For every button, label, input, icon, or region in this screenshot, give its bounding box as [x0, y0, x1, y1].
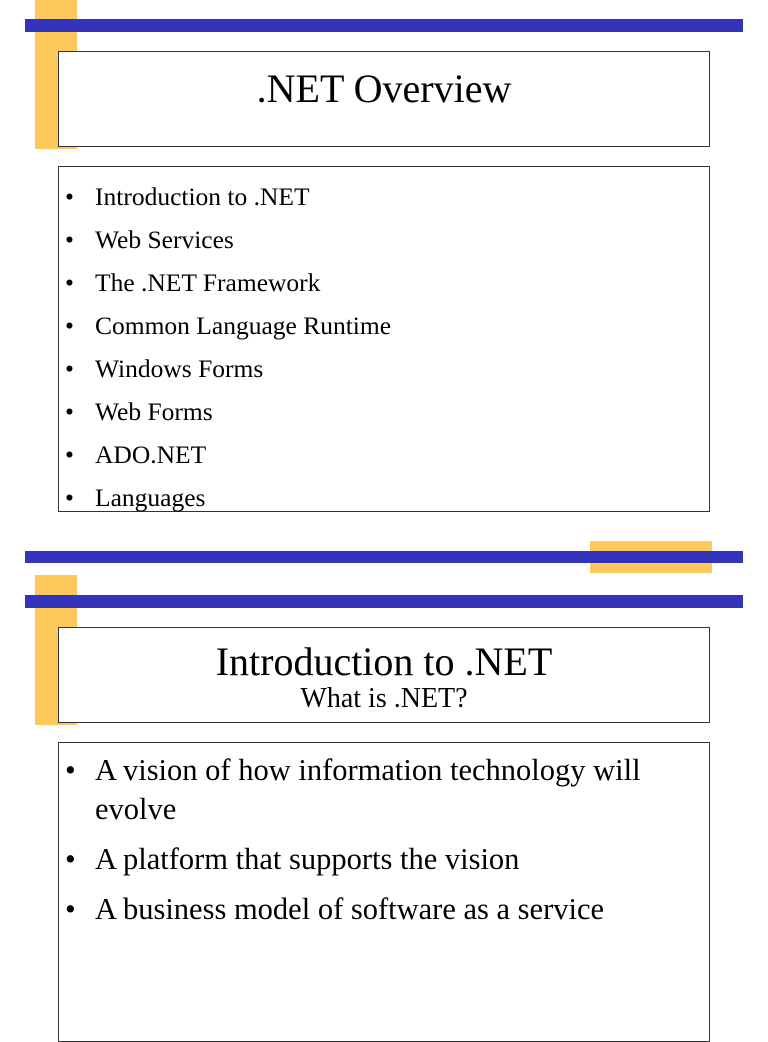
list-item	[65, 890, 709, 929]
list-item	[65, 347, 709, 390]
bullet-icon: •	[65, 753, 76, 787]
bullet-icon: •	[65, 397, 74, 426]
list-item-text: Web Forms	[95, 397, 213, 426]
slide-content-box	[58, 742, 710, 1042]
slide-title-box	[58, 627, 710, 723]
list-item	[65, 304, 709, 347]
list-item	[65, 175, 709, 218]
bullet-icon: •	[65, 842, 76, 876]
list-item-text: Introduction to .NET	[95, 182, 310, 211]
bullet-icon: •	[65, 311, 74, 340]
list-item-text: Common Language Runtime	[95, 311, 392, 340]
list-item-text: A platform that supports the vision	[95, 842, 520, 876]
slide-title: Introduction to .NET	[215, 639, 553, 684]
slide-subtitle: What is .NET?	[300, 683, 468, 714]
bullet-icon: •	[65, 354, 74, 383]
accent-bar-horizontal	[25, 19, 743, 32]
slide-title: .NET Overview	[256, 66, 512, 111]
list-item-text: Web Services	[95, 225, 234, 254]
bullet-icon: •	[65, 225, 74, 254]
list-item-text: A vision of how information technology will evolve	[95, 753, 641, 826]
list-item-text: A business model of software as a service	[95, 892, 605, 926]
slide-content-box	[58, 166, 710, 512]
accent-bar-horizontal	[25, 595, 743, 608]
list-item-text: ADO.NET	[95, 440, 207, 469]
list-item	[65, 751, 709, 829]
slide-title-box	[58, 51, 710, 147]
list-item	[65, 476, 709, 519]
list-item-text: Languages	[95, 483, 206, 512]
bullet-icon: •	[65, 440, 74, 469]
list-item	[65, 840, 709, 879]
slide-2	[0, 575, 768, 1024]
footer-bar-overlay	[590, 551, 712, 563]
list-item	[65, 390, 709, 433]
bullet-icon: •	[65, 892, 76, 926]
bullet-list	[59, 743, 709, 929]
bullet-icon: •	[65, 268, 74, 297]
list-item	[65, 218, 709, 261]
bullet-icon: •	[65, 483, 74, 512]
list-item	[65, 433, 709, 476]
bullet-icon: •	[65, 182, 74, 211]
list-item-text: The .NET Framework	[95, 268, 321, 297]
list-item-text: Windows Forms	[95, 354, 264, 383]
bullet-list	[59, 167, 709, 519]
list-item	[65, 261, 709, 304]
